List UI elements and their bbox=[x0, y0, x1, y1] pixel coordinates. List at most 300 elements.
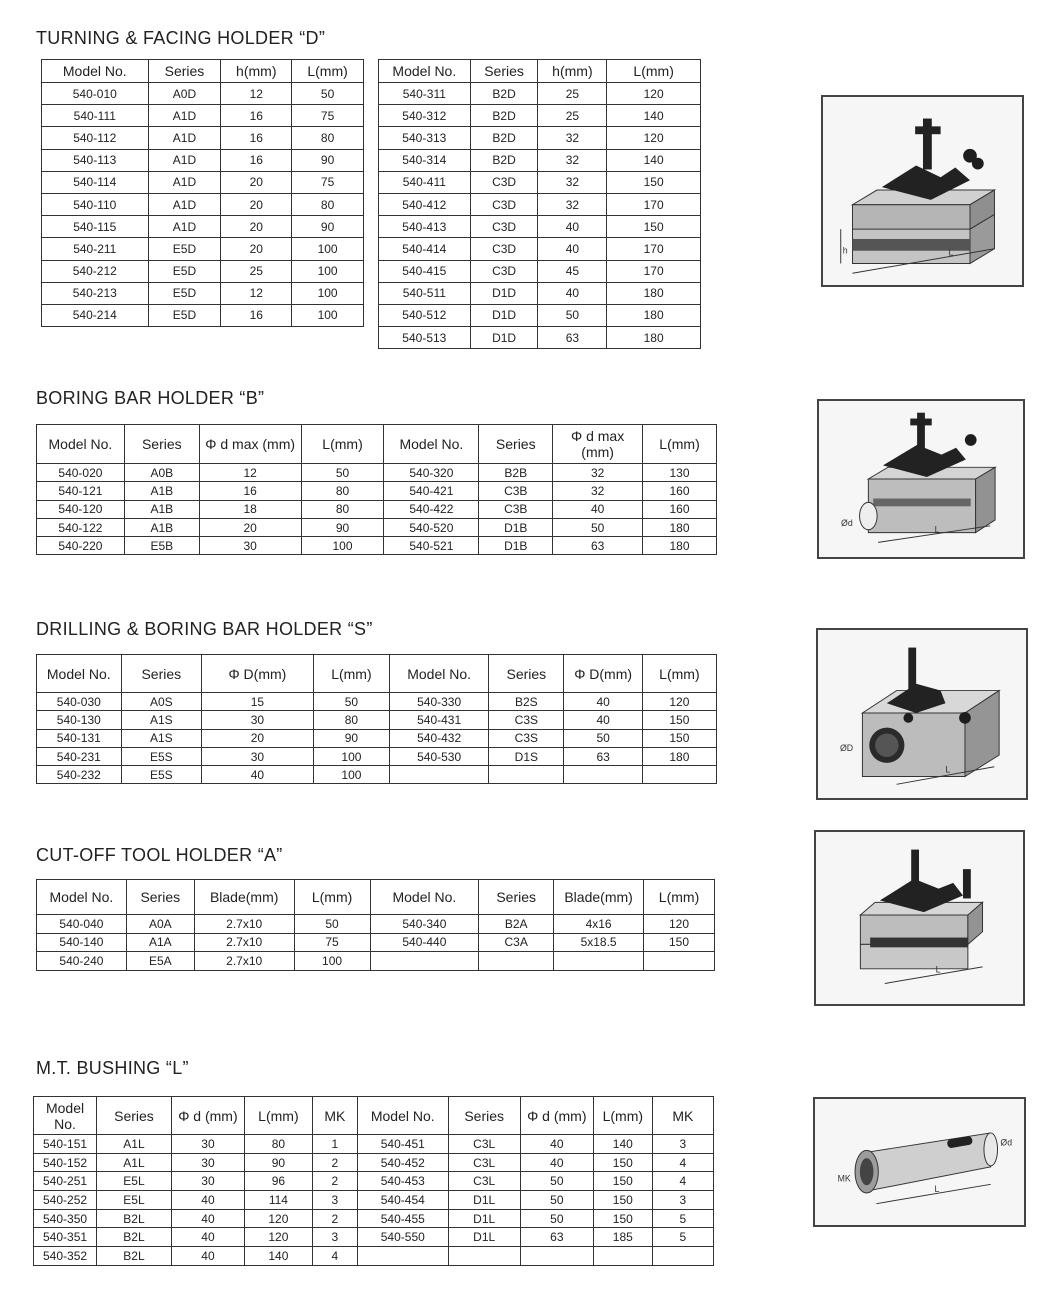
table-cell: 16 bbox=[199, 482, 301, 500]
table-cell: E5D bbox=[148, 260, 221, 282]
table-cell: E5A bbox=[126, 952, 194, 971]
table-header-row bbox=[37, 425, 717, 464]
table-row bbox=[34, 1228, 714, 1247]
table-turning-facing-left bbox=[41, 59, 364, 327]
column-header: Series bbox=[479, 425, 553, 464]
table-cell bbox=[489, 766, 564, 784]
table-cell: C3D bbox=[470, 260, 538, 282]
table-cell: 540-251 bbox=[34, 1172, 97, 1191]
table-cell: 540-115 bbox=[42, 216, 149, 238]
table-cell: C3B bbox=[479, 482, 553, 500]
column-header: L(mm) bbox=[644, 880, 715, 915]
table-cell: 25 bbox=[538, 83, 607, 105]
table-row bbox=[42, 171, 364, 193]
table-cell: 540-252 bbox=[34, 1191, 97, 1210]
table-cell: 180 bbox=[607, 282, 701, 304]
table-cell: 75 bbox=[294, 933, 370, 952]
table-cell: B2S bbox=[489, 693, 564, 711]
column-header: Model No. bbox=[37, 880, 127, 915]
table-cell: 540-422 bbox=[384, 500, 479, 518]
table-cell: 100 bbox=[301, 537, 384, 555]
table-cell: 130 bbox=[643, 464, 717, 482]
table-turning-facing-right bbox=[378, 59, 701, 349]
holder-b-photo bbox=[817, 399, 1025, 559]
table-cell: 40 bbox=[564, 711, 642, 729]
column-header: Series bbox=[126, 880, 194, 915]
table-cell: 18 bbox=[199, 500, 301, 518]
table-cell: 16 bbox=[221, 127, 292, 149]
table-cell bbox=[520, 1247, 593, 1266]
column-header: Series bbox=[470, 60, 538, 83]
table-cell: 100 bbox=[292, 282, 364, 304]
table-cell: 40 bbox=[553, 500, 643, 518]
table-cell: 96 bbox=[245, 1172, 313, 1191]
table-cell: B2L bbox=[97, 1209, 172, 1228]
table-row bbox=[379, 105, 701, 127]
table-cell: 40 bbox=[564, 693, 642, 711]
table-row bbox=[42, 282, 364, 304]
column-header: L(mm) bbox=[642, 655, 716, 693]
column-header: L(mm) bbox=[313, 655, 389, 693]
table-cell: 150 bbox=[642, 729, 716, 747]
table-cell: 120 bbox=[607, 127, 701, 149]
table-cell: 100 bbox=[292, 304, 364, 326]
table-cell: 540-432 bbox=[390, 729, 489, 747]
table-cell: 100 bbox=[292, 238, 364, 260]
bushing-l-drawing bbox=[815, 1099, 1024, 1225]
table-cell: 63 bbox=[553, 537, 643, 555]
section-title-s: DRILLING & BORING BAR HOLDER “S” bbox=[36, 619, 373, 639]
column-header: Φ D(mm) bbox=[202, 655, 314, 693]
table-cell: 140 bbox=[245, 1247, 313, 1266]
table-cell: 2 bbox=[312, 1153, 357, 1172]
table-cell: 540-121 bbox=[37, 482, 125, 500]
table-cell: E5S bbox=[121, 747, 201, 765]
column-header: Series bbox=[121, 655, 201, 693]
table-cell: 140 bbox=[593, 1135, 652, 1154]
table-cell: 15 bbox=[202, 693, 314, 711]
table-cell: 540-550 bbox=[357, 1228, 448, 1247]
table-cell: 40 bbox=[538, 238, 607, 260]
table-cell: 540-330 bbox=[390, 693, 489, 711]
table-row bbox=[379, 282, 701, 304]
table-cell: 540-414 bbox=[379, 238, 471, 260]
table-cell: 25 bbox=[538, 105, 607, 127]
table-cell: E5D bbox=[148, 304, 221, 326]
table-cell: 540-431 bbox=[390, 711, 489, 729]
table-cell: 120 bbox=[642, 693, 716, 711]
table-cell: 120 bbox=[644, 915, 715, 934]
table-row bbox=[379, 149, 701, 171]
table-cell: 540-151 bbox=[34, 1135, 97, 1154]
column-header: L(mm) bbox=[294, 880, 370, 915]
table-cell: 80 bbox=[292, 127, 364, 149]
holder-b-drawing bbox=[819, 401, 1023, 557]
column-header: Model No. bbox=[37, 425, 125, 464]
table-cell: 185 bbox=[593, 1228, 652, 1247]
table-cell: 540-131 bbox=[37, 729, 122, 747]
table-cell: 16 bbox=[221, 304, 292, 326]
table-cell: 540-030 bbox=[37, 693, 122, 711]
table-cell: A0A bbox=[126, 915, 194, 934]
table-cell: 12 bbox=[199, 464, 301, 482]
table-row bbox=[37, 933, 715, 952]
table-cell: A1A bbox=[126, 933, 194, 952]
table-row bbox=[42, 193, 364, 215]
table-cell: 100 bbox=[292, 260, 364, 282]
table-row bbox=[42, 149, 364, 171]
table-cell: 540-351 bbox=[34, 1228, 97, 1247]
column-header: Series bbox=[489, 655, 564, 693]
column-header: Φ d max (mm) bbox=[199, 425, 301, 464]
holder-d-photo bbox=[821, 95, 1024, 287]
table-row bbox=[379, 127, 701, 149]
table-cell: B2D bbox=[470, 149, 538, 171]
table-cell: 90 bbox=[313, 729, 389, 747]
table-row bbox=[42, 83, 364, 105]
table-cell bbox=[593, 1247, 652, 1266]
table-cell: 540-314 bbox=[379, 149, 471, 171]
table-header-row bbox=[34, 1097, 714, 1135]
table-cell: A1S bbox=[121, 711, 201, 729]
table-mt-bushing bbox=[33, 1096, 714, 1266]
table-row bbox=[37, 693, 717, 711]
table-cell: 90 bbox=[292, 216, 364, 238]
table-header-row bbox=[37, 880, 715, 915]
table-cell: D1B bbox=[479, 518, 553, 536]
table-cell: 150 bbox=[607, 171, 701, 193]
table-cell: 170 bbox=[607, 238, 701, 260]
table-cell: 170 bbox=[607, 193, 701, 215]
column-header: Model No. bbox=[370, 880, 479, 915]
table-cell: 540-220 bbox=[37, 537, 125, 555]
dim-label-l: L bbox=[934, 1184, 940, 1195]
table-boring-bar bbox=[36, 424, 717, 555]
table-cell: 540-113 bbox=[42, 149, 149, 171]
column-header: Model No. bbox=[37, 655, 122, 693]
column-header: L(mm) bbox=[643, 425, 717, 464]
table-row bbox=[42, 105, 364, 127]
table-cell bbox=[652, 1247, 713, 1266]
table-cell: D1D bbox=[470, 327, 538, 349]
table-cell: D1D bbox=[470, 282, 538, 304]
table-row bbox=[379, 260, 701, 282]
table-cell: 540-415 bbox=[379, 260, 471, 282]
table-cell: 80 bbox=[292, 193, 364, 215]
table-cell bbox=[390, 766, 489, 784]
table-cell: 540-240 bbox=[37, 952, 127, 971]
table-cell: 540-130 bbox=[37, 711, 122, 729]
table-cell: 540-110 bbox=[42, 193, 149, 215]
table-cell bbox=[642, 766, 716, 784]
table-cell: C3L bbox=[448, 1172, 520, 1191]
table-row bbox=[42, 238, 364, 260]
column-header: Φ d max (mm) bbox=[553, 425, 643, 464]
table-cell: 150 bbox=[593, 1172, 652, 1191]
table-cell: D1D bbox=[470, 304, 538, 326]
table-cell: 540-020 bbox=[37, 464, 125, 482]
table-cell: A1S bbox=[121, 729, 201, 747]
table-cell: 540-212 bbox=[42, 260, 149, 282]
table-cell: 540-213 bbox=[42, 282, 149, 304]
table-header-row bbox=[37, 655, 717, 693]
table-row bbox=[37, 915, 715, 934]
column-header: L(mm) bbox=[245, 1097, 313, 1135]
table-cell: 540-152 bbox=[34, 1153, 97, 1172]
table-cell bbox=[564, 766, 642, 784]
table-cell: D1S bbox=[489, 747, 564, 765]
table-cell: A1L bbox=[97, 1153, 172, 1172]
table-cell: 50 bbox=[538, 304, 607, 326]
table-cell: A1D bbox=[148, 105, 221, 127]
dim-label-d: Ød bbox=[1000, 1137, 1013, 1148]
table-cell: 540-352 bbox=[34, 1247, 97, 1266]
table-row bbox=[37, 952, 715, 971]
table-cell: 150 bbox=[593, 1191, 652, 1210]
table-cell: 2.7x10 bbox=[194, 933, 294, 952]
table-cell: 40 bbox=[171, 1209, 244, 1228]
table-cell: 63 bbox=[564, 747, 642, 765]
column-header: Φ d (mm) bbox=[171, 1097, 244, 1135]
table-drilling-boring bbox=[36, 654, 717, 784]
table-cell: 540-452 bbox=[357, 1153, 448, 1172]
table-cell: E5S bbox=[121, 766, 201, 784]
table-cell: B2L bbox=[97, 1228, 172, 1247]
table-cell: A1D bbox=[148, 127, 221, 149]
table-cell: 540-231 bbox=[37, 747, 122, 765]
table-cell: 540-340 bbox=[370, 915, 479, 934]
table-cell: 4x16 bbox=[554, 915, 644, 934]
table-cell: 45 bbox=[538, 260, 607, 282]
table-cell: A1D bbox=[148, 216, 221, 238]
table-cell: A1D bbox=[148, 171, 221, 193]
table-cell: 150 bbox=[644, 933, 715, 952]
table-cell: 40 bbox=[171, 1191, 244, 1210]
column-header: Model No. bbox=[390, 655, 489, 693]
table-row bbox=[34, 1191, 714, 1210]
table-row bbox=[379, 216, 701, 238]
column-header: Model No. bbox=[34, 1097, 97, 1135]
table-row bbox=[37, 747, 717, 765]
table-cell: 100 bbox=[313, 747, 389, 765]
table-cell: 150 bbox=[642, 711, 716, 729]
column-header: h(mm) bbox=[538, 60, 607, 83]
section-title-a: CUT-OFF TOOL HOLDER “A” bbox=[36, 845, 283, 865]
table-cell: 30 bbox=[202, 711, 314, 729]
table-cell: 32 bbox=[538, 127, 607, 149]
table-cell: 50 bbox=[294, 915, 370, 934]
table-cell: 40 bbox=[538, 282, 607, 304]
table-cell: 120 bbox=[607, 83, 701, 105]
column-header: L(mm) bbox=[301, 425, 384, 464]
table-cell: 50 bbox=[313, 693, 389, 711]
table-cell: 114 bbox=[245, 1191, 313, 1210]
table-cell: D1L bbox=[448, 1209, 520, 1228]
table-cell: A1B bbox=[124, 518, 199, 536]
table-cell: 2.7x10 bbox=[194, 915, 294, 934]
table-cell: B2D bbox=[470, 105, 538, 127]
table-cell: 20 bbox=[199, 518, 301, 536]
table-cell: 40 bbox=[171, 1247, 244, 1266]
table-cell: 2.7x10 bbox=[194, 952, 294, 971]
section-title-d: TURNING & FACING HOLDER “D” bbox=[36, 28, 326, 48]
holder-a-drawing bbox=[816, 832, 1023, 1004]
table-cell: 20 bbox=[202, 729, 314, 747]
table-cell: 540-455 bbox=[357, 1209, 448, 1228]
table-cell: 180 bbox=[643, 518, 717, 536]
table-cell: 540-140 bbox=[37, 933, 127, 952]
column-header: Model No. bbox=[379, 60, 471, 83]
column-header: Series bbox=[479, 880, 554, 915]
section-title-l: M.T. BUSHING “L” bbox=[36, 1058, 189, 1078]
table-cell: 540-521 bbox=[384, 537, 479, 555]
table-cell: A1D bbox=[148, 149, 221, 171]
table-cell: 540-451 bbox=[357, 1135, 448, 1154]
dim-label-d: ØD bbox=[839, 743, 854, 754]
table-cell: B2L bbox=[97, 1247, 172, 1266]
bushing-l-photo bbox=[813, 1097, 1026, 1227]
table-cell: 75 bbox=[292, 171, 364, 193]
table-cell: 80 bbox=[301, 500, 384, 518]
table-header-row bbox=[379, 60, 701, 83]
table-cell: 30 bbox=[202, 747, 314, 765]
table-row bbox=[37, 766, 717, 784]
dim-label-h: h bbox=[842, 245, 848, 256]
table-row bbox=[37, 518, 717, 536]
table-cell: 80 bbox=[301, 482, 384, 500]
table-cell: 25 bbox=[221, 260, 292, 282]
column-header: Series bbox=[148, 60, 221, 83]
table-cell: 540-454 bbox=[357, 1191, 448, 1210]
table-row bbox=[379, 171, 701, 193]
table-cell: 30 bbox=[171, 1153, 244, 1172]
table-cell: A0S bbox=[121, 693, 201, 711]
table-cell: A1L bbox=[97, 1135, 172, 1154]
table-cell: 540-530 bbox=[390, 747, 489, 765]
table-cell: 540-122 bbox=[37, 518, 125, 536]
table-cell: 90 bbox=[292, 149, 364, 171]
table-cell: E5D bbox=[148, 282, 221, 304]
column-header: h(mm) bbox=[221, 60, 292, 83]
table-cell: 50 bbox=[520, 1172, 593, 1191]
table-row bbox=[34, 1172, 714, 1191]
table-cell: D1L bbox=[448, 1191, 520, 1210]
column-header: MK bbox=[652, 1097, 713, 1135]
table-cell bbox=[554, 952, 644, 971]
table-cell: 20 bbox=[221, 193, 292, 215]
table-cell: 170 bbox=[607, 260, 701, 282]
table-cell: 12 bbox=[221, 282, 292, 304]
table-cell: 40 bbox=[171, 1228, 244, 1247]
table-cell: 16 bbox=[221, 149, 292, 171]
table-row bbox=[42, 127, 364, 149]
table-row bbox=[37, 729, 717, 747]
table-row bbox=[34, 1135, 714, 1154]
table-cell: 2 bbox=[312, 1209, 357, 1228]
table-cell: 5x18.5 bbox=[554, 933, 644, 952]
table-cell: 150 bbox=[607, 216, 701, 238]
table-cell: D1L bbox=[448, 1228, 520, 1247]
table-cell: 16 bbox=[221, 105, 292, 127]
table-cell: 20 bbox=[221, 171, 292, 193]
dim-label-mk: MK bbox=[837, 1173, 851, 1184]
table-cell: 3 bbox=[652, 1191, 713, 1210]
table-row bbox=[37, 537, 717, 555]
table-cell: 100 bbox=[294, 952, 370, 971]
table-cell: 50 bbox=[564, 729, 642, 747]
column-header: L(mm) bbox=[607, 60, 701, 83]
table-cell: 12 bbox=[221, 83, 292, 105]
table-cell: 150 bbox=[593, 1209, 652, 1228]
table-cell: 32 bbox=[538, 193, 607, 215]
table-row bbox=[379, 193, 701, 215]
table-cell: 540-412 bbox=[379, 193, 471, 215]
table-cell: 540-440 bbox=[370, 933, 479, 952]
table-row bbox=[34, 1153, 714, 1172]
section-title-b: BORING BAR HOLDER “B” bbox=[36, 388, 265, 408]
table-cell: 540-040 bbox=[37, 915, 127, 934]
table-cell: 40 bbox=[202, 766, 314, 784]
table-row bbox=[42, 216, 364, 238]
table-cell: A1D bbox=[148, 193, 221, 215]
dim-label-l: L bbox=[934, 524, 940, 535]
table-cell: 30 bbox=[199, 537, 301, 555]
table-cell: A1B bbox=[124, 500, 199, 518]
table-cell: 540-453 bbox=[357, 1172, 448, 1191]
table-row bbox=[379, 238, 701, 260]
table-row bbox=[379, 83, 701, 105]
column-header: Blade(mm) bbox=[194, 880, 294, 915]
table-cell: 50 bbox=[301, 464, 384, 482]
table-cell: 4 bbox=[652, 1172, 713, 1191]
table-row bbox=[379, 304, 701, 326]
table-cell: 5 bbox=[652, 1209, 713, 1228]
table-cell bbox=[448, 1247, 520, 1266]
table-cell: 32 bbox=[538, 149, 607, 171]
table-cell: 540-232 bbox=[37, 766, 122, 784]
table-row bbox=[42, 260, 364, 282]
table-cell: 50 bbox=[292, 83, 364, 105]
column-header: Model No. bbox=[357, 1097, 448, 1135]
table-cell: 30 bbox=[171, 1135, 244, 1154]
table-cell: 20 bbox=[221, 216, 292, 238]
table-cell: 80 bbox=[313, 711, 389, 729]
table-cell: C3A bbox=[479, 933, 554, 952]
table-cell: 540-513 bbox=[379, 327, 471, 349]
table-cell: 120 bbox=[245, 1209, 313, 1228]
table-cell: C3D bbox=[470, 171, 538, 193]
column-header: Blade(mm) bbox=[554, 880, 644, 915]
table-cell: 3 bbox=[312, 1228, 357, 1247]
table-cell: 90 bbox=[245, 1153, 313, 1172]
table-row bbox=[34, 1247, 714, 1266]
table-cell: 100 bbox=[313, 766, 389, 784]
table-cell: 20 bbox=[221, 238, 292, 260]
dim-label-d: Ød bbox=[841, 517, 853, 528]
table-cell: 160 bbox=[643, 482, 717, 500]
table-cell: 180 bbox=[607, 304, 701, 326]
table-cell: 540-312 bbox=[379, 105, 471, 127]
table-cell: 50 bbox=[520, 1191, 593, 1210]
column-header: Model No. bbox=[384, 425, 479, 464]
table-cell: B2A bbox=[479, 915, 554, 934]
table-row bbox=[37, 464, 717, 482]
table-cell: 40 bbox=[520, 1153, 593, 1172]
table-cell: 540-512 bbox=[379, 304, 471, 326]
table-cell: 540-311 bbox=[379, 83, 471, 105]
table-row bbox=[37, 482, 717, 500]
table-cell: C3D bbox=[470, 216, 538, 238]
